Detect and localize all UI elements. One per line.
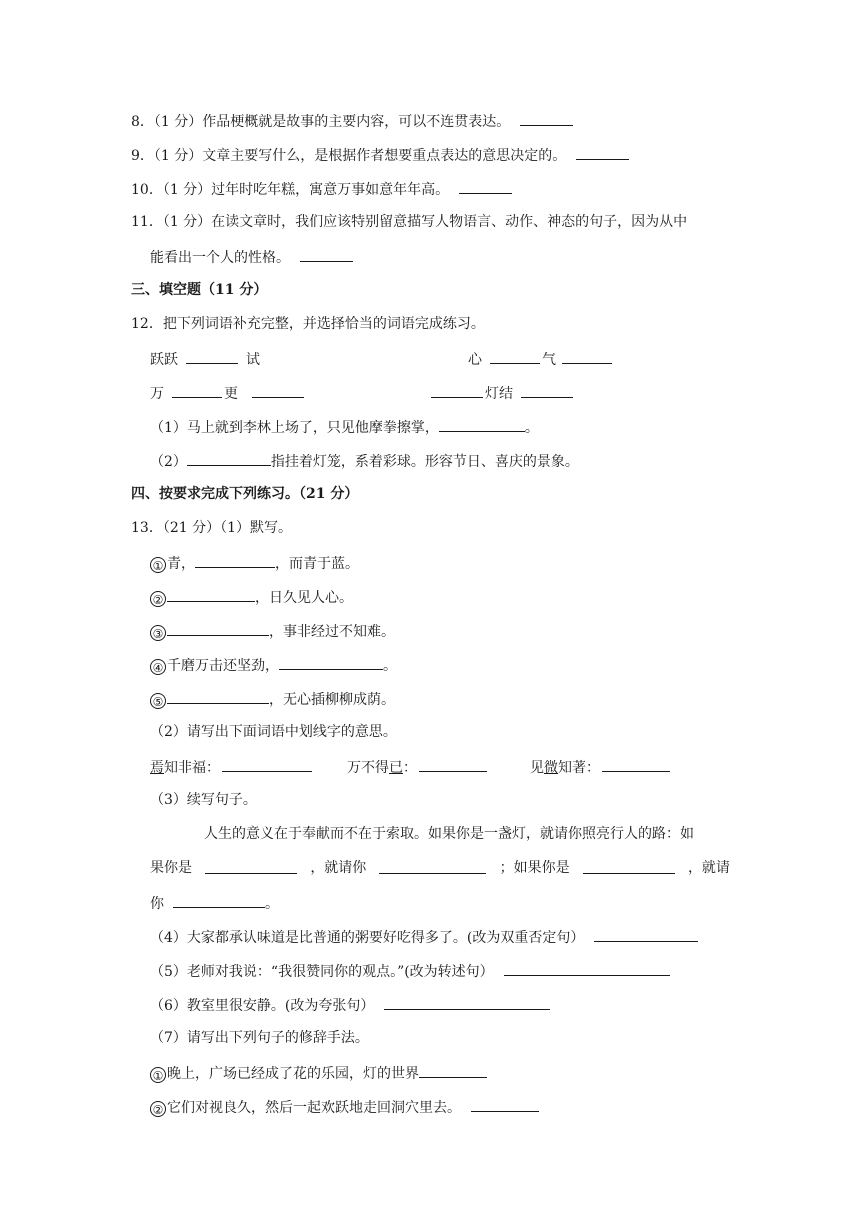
answer-blank[interactable] xyxy=(173,892,265,908)
answer-blank[interactable] xyxy=(419,756,487,772)
word-fill-3 xyxy=(150,382,304,404)
question-11-line-2 xyxy=(150,246,353,268)
answer-blank[interactable] xyxy=(459,178,512,194)
answer-blank[interactable] xyxy=(520,110,573,126)
answer-blank[interactable] xyxy=(384,994,550,1010)
answer-blank[interactable] xyxy=(562,348,612,364)
answer-blank[interactable] xyxy=(279,654,383,670)
question-13-part-2: （2）请写出下面词语中划线字的意思。 xyxy=(150,724,397,740)
question-12-sentence-2 xyxy=(150,450,579,472)
underlined-char: 微 xyxy=(544,760,558,776)
answer-blank[interactable] xyxy=(222,756,312,772)
word-text: 气 xyxy=(542,352,556,368)
circled-number: ① xyxy=(150,1067,166,1083)
answer-blank[interactable] xyxy=(167,620,269,636)
paragraph-text: 果你是 xyxy=(150,860,192,876)
question-11-text: 11．（1 分）在读文章时，我们应该特别留意描写人物语言、动作、神态的句子，因为从中 xyxy=(131,214,688,230)
paragraph-text: 你 xyxy=(150,896,164,912)
circled-number: ① xyxy=(150,557,166,573)
answer-blank[interactable] xyxy=(187,450,271,466)
word-text: 万不得 xyxy=(347,760,389,776)
dictation-2 xyxy=(150,586,353,608)
answer-blank[interactable] xyxy=(195,552,275,568)
section-3-heading: 三、填空题（11 分） xyxy=(131,282,268,298)
underlined-char: 焉 xyxy=(150,760,164,776)
word-meaning-2 xyxy=(347,756,487,778)
answer-blank[interactable] xyxy=(172,382,222,398)
answer-blank[interactable] xyxy=(167,586,255,602)
question-13-part-4 xyxy=(150,926,698,948)
answer-blank[interactable] xyxy=(205,858,297,874)
question-8 xyxy=(131,110,573,132)
answer-blank[interactable] xyxy=(439,416,525,432)
word-text: 见 xyxy=(530,760,544,776)
word-text: ： xyxy=(403,760,417,776)
word-fill-4 xyxy=(431,382,573,404)
paragraph-line-2 xyxy=(150,858,730,878)
word-text: 跃跃 xyxy=(150,352,178,368)
answer-blank[interactable] xyxy=(471,1096,539,1112)
rhetoric-2 xyxy=(150,1096,539,1118)
question-8-text: 8．（1 分）作品梗概就是故事的主要内容，可以不连贯表达。 xyxy=(131,114,511,130)
question-12-prompt: 12．把下列词语补充完整，并选择恰当的词语完成练习。 xyxy=(131,316,485,332)
question-9 xyxy=(131,144,629,166)
word-meaning-3 xyxy=(530,756,670,778)
word-text: 知著： xyxy=(558,760,600,776)
question-13-prompt: 13．（21 分）（1）默写。 xyxy=(131,520,292,536)
answer-blank[interactable] xyxy=(583,858,675,874)
paragraph-line-1 xyxy=(204,824,730,844)
dictation-5 xyxy=(150,688,395,710)
sentence-text: 。 xyxy=(524,420,539,436)
dictation-3 xyxy=(150,620,395,642)
dictation-1 xyxy=(150,552,359,574)
dictation-text: 。 xyxy=(383,658,397,674)
answer-blank[interactable] xyxy=(490,348,540,364)
answer-blank[interactable] xyxy=(504,960,670,976)
paragraph-text: 人生的意义在于奉献而不在于索取。如果你是一盏灯，就请你照亮行人的路：如 xyxy=(204,826,694,842)
instruction-text: （6）教室里很安静。(改为夸张句） xyxy=(150,998,375,1014)
circled-number: ② xyxy=(150,591,166,607)
answer-blank[interactable] xyxy=(431,382,483,398)
circled-number: ② xyxy=(150,1101,166,1117)
answer-blank[interactable] xyxy=(602,756,670,772)
question-10 xyxy=(131,178,512,200)
sentence-text: （1）马上就到李林上场了，只见他摩拳擦掌， xyxy=(150,420,439,436)
paragraph-text: ，就请 xyxy=(687,860,730,876)
word-text: 心 xyxy=(468,352,482,368)
dictation-text: ，无心插柳柳成荫。 xyxy=(269,692,395,708)
word-meaning-1 xyxy=(150,756,312,778)
question-9-text: 9．（1 分）文章主要写什么，是根据作者想要重点表达的意思决定的。 xyxy=(131,148,567,164)
question-13-part-6 xyxy=(150,994,550,1016)
circled-number: ③ xyxy=(150,625,166,641)
answer-blank[interactable] xyxy=(167,688,269,704)
question-13-part-3: （3）续写句子。 xyxy=(150,792,257,808)
answer-blank[interactable] xyxy=(594,926,698,942)
paragraph-line-3 xyxy=(150,892,279,914)
question-13-part-5 xyxy=(150,960,670,982)
answer-blank[interactable] xyxy=(186,348,238,364)
instruction-text: （4）大家都承认味道是比普通的粥要好吃得多了。(改为双重否定句） xyxy=(150,930,585,946)
word-text: 更 xyxy=(224,386,238,402)
paragraph-text: 。 xyxy=(265,896,279,912)
answer-blank[interactable] xyxy=(300,246,353,262)
rhetoric-1 xyxy=(150,1062,487,1084)
answer-blank[interactable] xyxy=(379,858,486,874)
question-11-line-1 xyxy=(131,212,687,232)
dictation-text: ，日久见人心。 xyxy=(255,590,353,606)
word-text: 试 xyxy=(246,352,260,368)
underlined-char: 已 xyxy=(389,760,403,776)
word-text: 万 xyxy=(150,386,164,402)
question-13-part-7: （7）请写出下列句子的修辞手法。 xyxy=(150,1030,369,1046)
answer-blank[interactable] xyxy=(576,144,629,160)
dictation-text: 青， xyxy=(167,556,195,572)
question-12-sentence-1 xyxy=(150,416,539,438)
question-11-text-cont: 能看出一个人的性格。 xyxy=(150,250,290,266)
instruction-text: （5）老师对我说：“我很赞同你的观点。”(改为转述句） xyxy=(150,964,494,980)
dictation-text: 千磨万击还坚劲， xyxy=(167,658,279,674)
sentence-text: 晚上，广场已经成了花的乐园，灯的世界 xyxy=(167,1066,419,1082)
sentence-text: 它们对视良久，然后一起欢跃地走回洞穴里去。 xyxy=(167,1100,461,1116)
circled-number: ④ xyxy=(150,659,166,675)
dictation-4 xyxy=(150,654,397,676)
paragraph-text: ；如果你是 xyxy=(499,860,570,876)
answer-blank[interactable] xyxy=(419,1062,487,1078)
question-10-text: 10．（1 分）过年时吃年糕，寓意万事如意年年高。 xyxy=(131,182,450,198)
word-text: 知非福： xyxy=(164,760,220,776)
section-4-heading: 四、按要求完成下列练习。（21 分） xyxy=(131,486,359,502)
sentence-text: （2） xyxy=(150,454,187,470)
word-fill-1 xyxy=(150,348,260,370)
sentence-text: 指挂着灯笼，系着彩球。形容节日、喜庆的景象。 xyxy=(270,454,579,470)
word-fill-2 xyxy=(468,348,612,370)
circled-number: ⑤ xyxy=(150,693,166,709)
paragraph-text: ，就请你 xyxy=(310,860,367,876)
answer-blank[interactable] xyxy=(521,382,573,398)
dictation-text: ，事非经过不知难。 xyxy=(269,624,395,640)
answer-blank[interactable] xyxy=(252,382,304,398)
dictation-text: ，而青于蓝。 xyxy=(275,556,359,572)
word-text: 灯结 xyxy=(485,386,513,402)
